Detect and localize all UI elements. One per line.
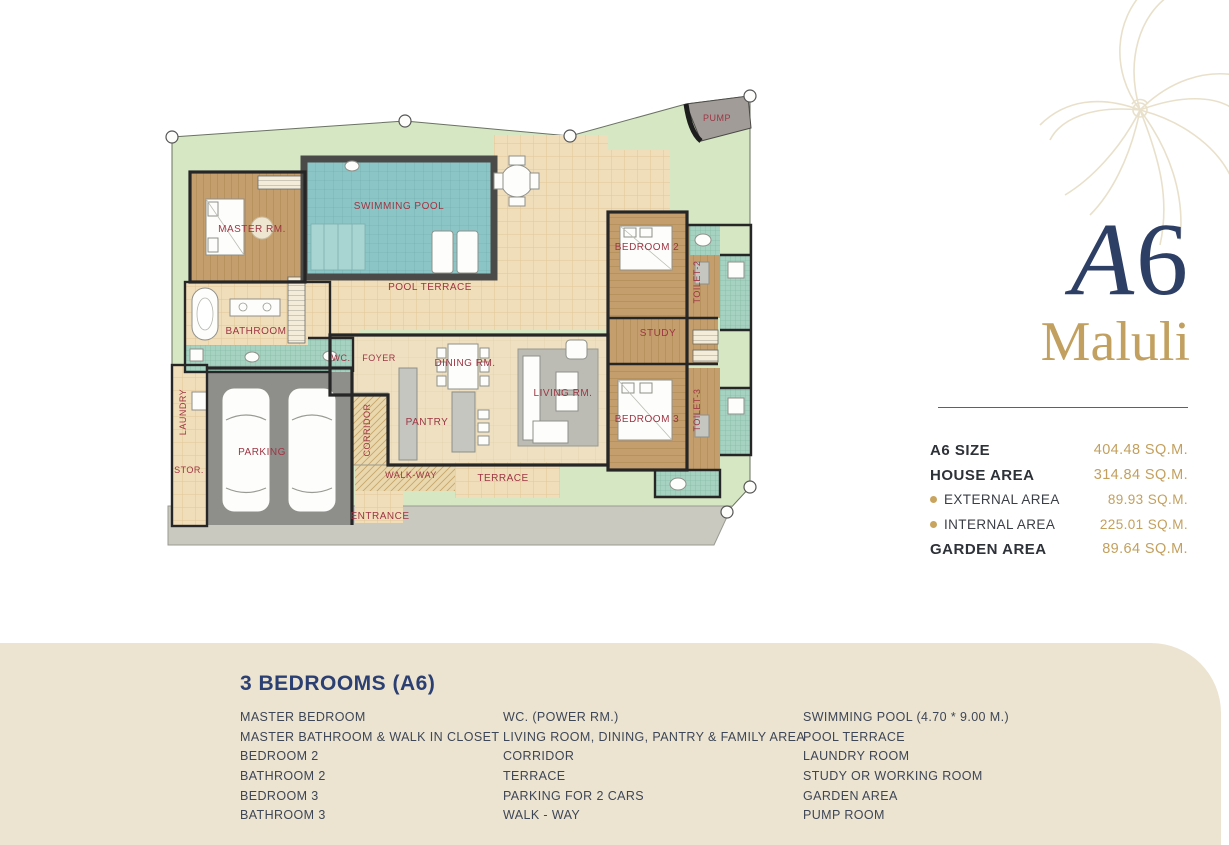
wardrobe [258, 176, 302, 189]
legend-item: PUMP ROOM [803, 808, 885, 823]
legend-item: BEDROOM 3 [240, 788, 319, 803]
legend-item: SWIMMING POOL (4.70 * 9.00 M.) [803, 710, 1010, 724]
area-value: 314.84 SQ.M. [1093, 467, 1188, 484]
area-label: HOUSE AREA [930, 466, 1035, 484]
label-parking: PARKING [238, 447, 286, 458]
area-value: 89.93 SQ.M. [1107, 492, 1188, 508]
legend-item: WALK - WAY [503, 808, 581, 823]
legend-item: CORRIDOR [503, 749, 575, 764]
legend-column-1 [240, 708, 499, 826]
label-walkway: WALK-WAY [385, 470, 437, 480]
label-corridor: CORRIDOR [362, 403, 372, 457]
legend-item: BATHROOM 3 [240, 808, 326, 823]
title-divider [938, 407, 1188, 408]
label-entrance: ENTRANCE [350, 511, 410, 522]
unit-code: A6 [1070, 202, 1190, 317]
label-toilet3: TOILET-3 [692, 388, 702, 432]
car [288, 388, 336, 512]
legend-item: BATHROOM 2 [240, 769, 326, 784]
label-dining: DINING RM. [434, 358, 496, 369]
label-pool-terrace: POOL TERRACE [388, 282, 472, 293]
label-swimming-pool: SWIMMING POOL [353, 201, 445, 212]
legend-item: STUDY OR WORKING ROOM [803, 769, 983, 784]
area-row [930, 463, 1188, 488]
legend-item: PARKING FOR 2 CARS [503, 788, 645, 803]
swimming-pool [304, 159, 494, 277]
unit-name: Maluli [1040, 311, 1190, 373]
label-master: MASTER RM. [218, 224, 286, 235]
legend-item: MASTER BATHROOM & WALK IN CLOSET [240, 729, 500, 744]
kitchen-island [452, 392, 475, 452]
area-row [930, 438, 1188, 463]
label-stor: STOR. [174, 465, 204, 475]
label-pump: PUMP [702, 113, 732, 123]
label-bathroom: BATHROOM [225, 326, 287, 337]
label-pantry: PANTRY [405, 417, 449, 428]
area-label: GARDEN AREA [930, 540, 1047, 558]
legend-item: POOL TERRACE [803, 729, 906, 744]
bullet-dot [930, 496, 937, 503]
label-bedroom3: BEDROOM 3 [614, 414, 680, 425]
legend-item: TERRACE [503, 769, 566, 784]
legend-item: WC. (POWER RM.) [503, 710, 619, 724]
legend-heading: 3 BEDROOMS (A6) [240, 672, 436, 695]
area-table [930, 438, 1188, 561]
label-study: STUDY [639, 328, 677, 339]
area-row [930, 537, 1188, 562]
label-wc: WC. [331, 353, 351, 363]
legend-item: GARDEN AREA [803, 788, 898, 803]
area-row [930, 487, 1188, 512]
label-laundry: LAUNDRY [178, 388, 188, 436]
bed [618, 380, 672, 440]
label-bedroom2: BEDROOM 2 [614, 242, 680, 253]
label-living: LIVING RM. [533, 388, 593, 399]
kitchen-counter [399, 368, 417, 460]
title-block [900, 202, 1190, 373]
area-label: EXTERNAL AREA [944, 492, 1060, 508]
closet-shelves [288, 277, 305, 343]
wc-3 [655, 470, 720, 497]
area-value: 225.01 SQ.M. [1099, 516, 1188, 532]
floor-plan [0, 0, 820, 560]
legend-item: LAUNDRY ROOM [803, 749, 910, 764]
legend-item: MASTER BEDROOM [240, 710, 366, 724]
label-foyer: FOYER [362, 353, 396, 363]
label-terrace: TERRACE [477, 473, 529, 484]
area-label: A6 SIZE [930, 441, 991, 459]
legend-item: LIVING ROOM, DINING, PANTRY & FAMILY AREA [503, 729, 806, 744]
area-value: 89.64 SQ.M. [1102, 541, 1188, 558]
area-label: INTERNAL AREA [944, 516, 1056, 532]
area-row [930, 512, 1188, 537]
bullet-dot [930, 521, 937, 528]
label-toilet2: TOILET-2 [692, 260, 702, 304]
area-value: 404.48 SQ.M. [1093, 442, 1188, 459]
legend-column-3 [803, 708, 1009, 826]
legend-item: BEDROOM 2 [240, 749, 319, 764]
legend-column-2 [503, 708, 805, 826]
